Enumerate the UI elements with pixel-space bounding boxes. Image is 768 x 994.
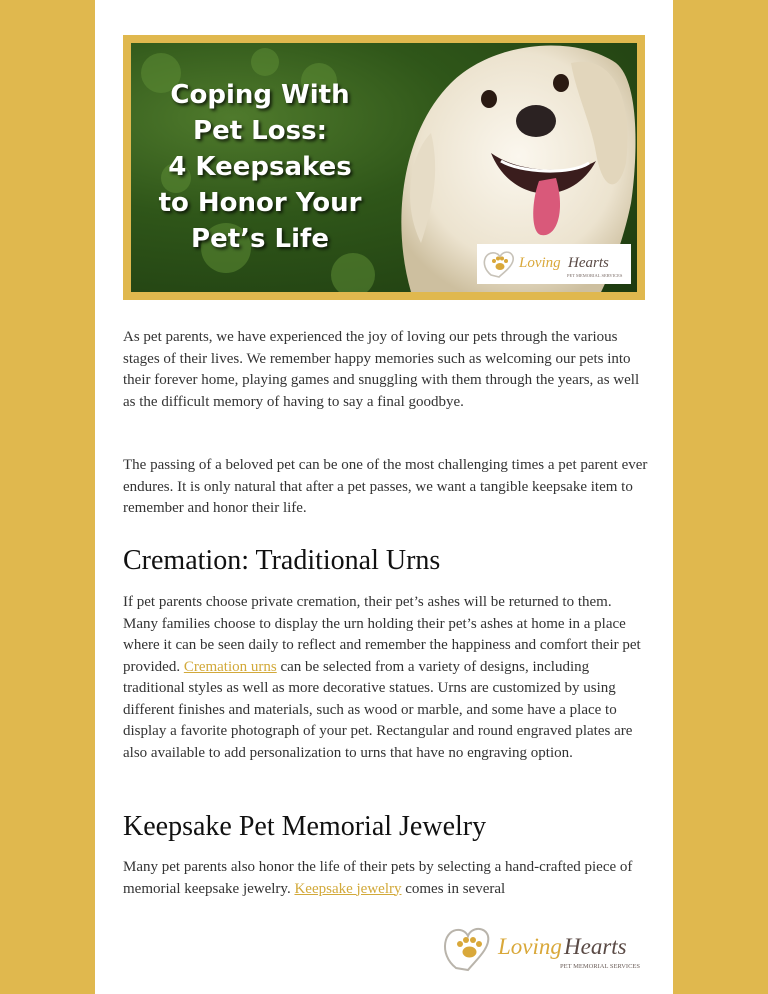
jewelry-text-end: comes in several	[401, 880, 506, 897]
intro-paragraph-2: The passing of a beloved pet can be one of the most challenging times a pet parent ever endures. It is only natural that after a pet passes, we want a tangible keepsake item to remember and honor their life.	[123, 457, 648, 516]
hero-title-line: 4 Keepsakes	[168, 152, 352, 182]
svg-text:Hearts: Hearts	[568, 255, 609, 271]
paw-icon	[457, 937, 482, 958]
footer-logo	[440, 920, 644, 976]
document-page	[95, 0, 673, 994]
jewelry-text-start: Many pet parents also honor the life of their pets by selecting a hand-crafted piece of memorial keepsake jewelry.	[123, 859, 633, 897]
cremation-heading: Cremation: Traditional Urns	[123, 545, 441, 576]
hero-image	[131, 43, 637, 292]
intro-paragraph-1: As pet parents, we have experienced the joy of loving our pets through the various stages of their lives. We remember happy memories such as welcoming our pets into their forever home, playing games and snuggling with them through the years, as well as the difficult memory of having to say a final goodbye.	[123, 329, 640, 410]
keepsake-jewelry-link[interactable]: Keepsake jewelry	[294, 880, 402, 897]
cremation-urns-link[interactable]: Cremation urns	[183, 658, 277, 675]
svg-text:Loving: Loving	[519, 255, 561, 271]
cremation-text-start: If pet parents choose private cremation, their pet’s ashes will be returned to them. Many families choose to display the urn holding their pet’s ashes at home in a place where it can be seen daily to reflect and remember the happiness and comfort their pet provided.	[123, 594, 641, 675]
hero-title-line: Coping With	[170, 80, 350, 110]
hero-title-line: to Honor Your	[158, 188, 362, 218]
hero-logo	[477, 244, 631, 284]
hero-title-line: Pet’s Life	[191, 224, 329, 254]
svg-text:PET MEMORIAL SERVICES: PET MEMORIAL SERVICES	[567, 273, 623, 278]
jewelry-heading: Keepsake Pet Memorial Jewelry	[123, 811, 487, 842]
hero-title-line: Pet Loss:	[193, 116, 327, 146]
svg-text:Loving: Loving	[498, 934, 562, 959]
hero-banner	[123, 35, 645, 300]
hero-title	[145, 77, 375, 257]
svg-text:PET MEMORIAL SERVICES: PET MEMORIAL SERVICES	[560, 963, 641, 970]
svg-text:Hearts: Hearts	[564, 934, 627, 959]
cremation-paragraph	[123, 592, 648, 764]
cremation-text-end: can be selected from a variety of designs, including traditional styles as well as more decorative statues. Urns are customized by using different finishes and materials, such as wood or marble, and some have a place to display a favorite photograph of your pet. Rectangular and round engraved plates are also available to add personalization to urns that have no engraving option.	[123, 658, 633, 761]
jewelry-paragraph	[123, 857, 648, 900]
